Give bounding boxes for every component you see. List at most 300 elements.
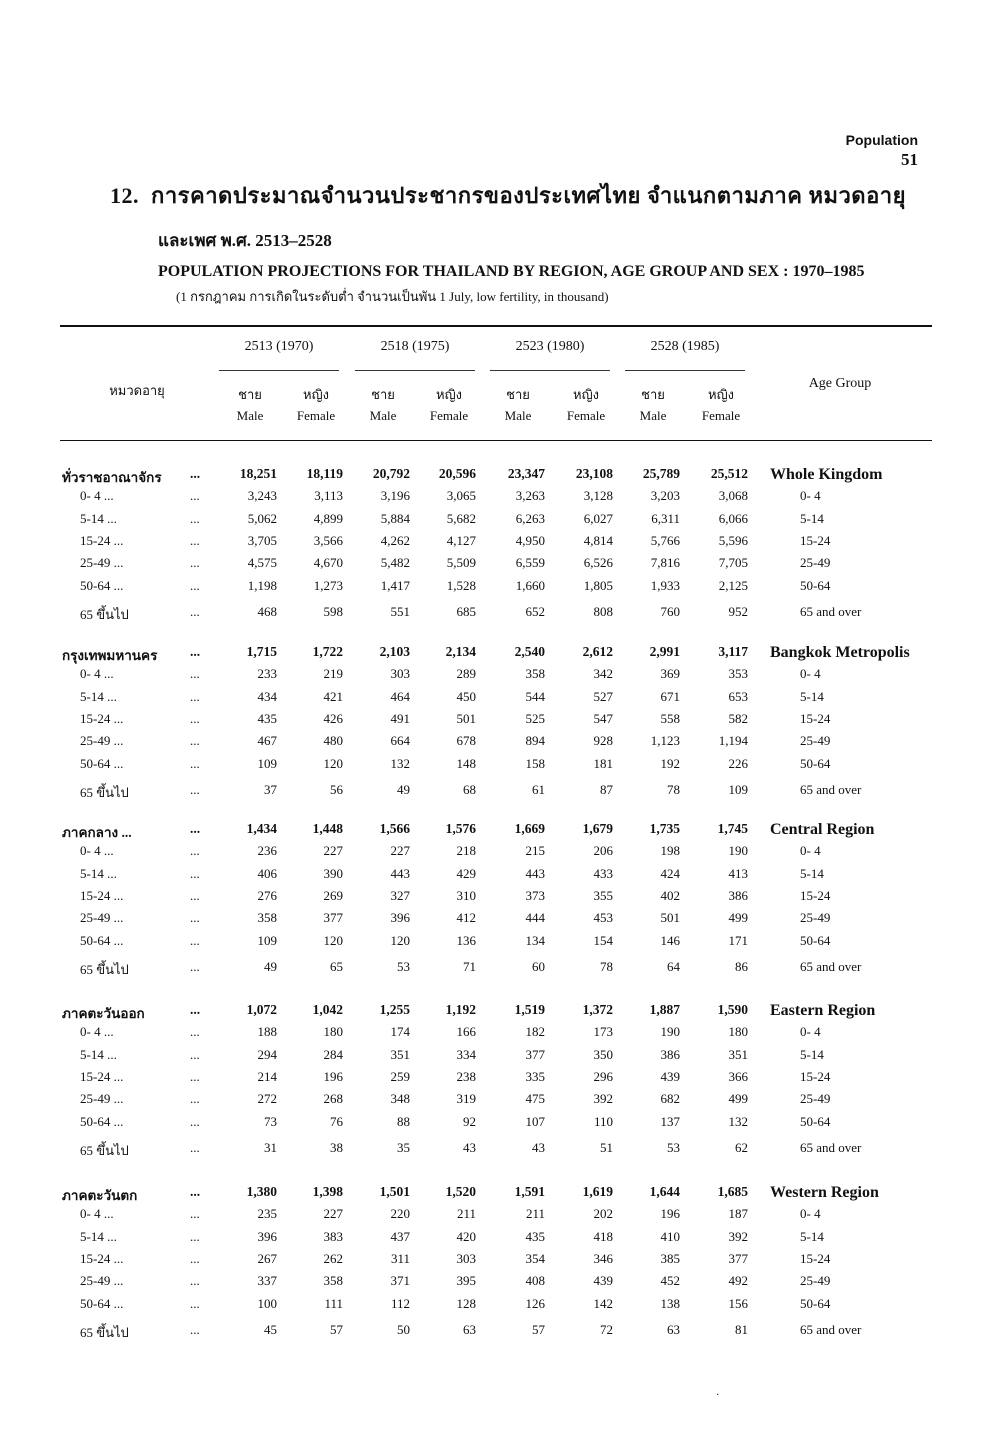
female-value: 7,705 [718,555,748,571]
female-value: 392 [593,1091,613,1107]
age-group-en: 65 and over [800,1321,862,1337]
female-value: 1,619 [582,1184,613,1199]
female-value: 180 [728,1024,748,1040]
female-value: 18,119 [306,466,343,481]
table-row [0,555,990,577]
female-value: 439 [593,1273,613,1289]
female-value: 111 [324,1295,343,1311]
female-value: 110 [593,1113,613,1129]
male-value: 303 [390,666,410,682]
male-value: 358 [257,910,277,926]
female-value: 132 [728,1113,748,1129]
age-group-en-header: Age Group [808,376,872,391]
female-value: 2,125 [718,577,748,593]
male-value: 671 [660,688,680,704]
female-value: 166 [456,1024,476,1040]
leader-dots: ... [190,532,200,548]
age-group-en: 0- 4 [800,1206,821,1222]
female-thai-header: หญิง [708,387,734,402]
age-group-thai: 25-49 ... [80,910,124,926]
female-value: 173 [593,1024,613,1040]
female-value: 598 [323,603,343,619]
female-value: 3,068 [718,488,748,504]
female-value: 1,685 [717,1184,748,1199]
female-value: 2,134 [445,644,476,659]
year-underline [625,370,745,371]
female-value: 1,520 [445,1184,476,1199]
age-group-en: 50-64 [800,755,831,771]
female-value: 25,512 [710,466,748,481]
male-value: 53 [397,958,410,974]
male-thai-header: ชาย [238,387,262,402]
section-name: Population [845,132,918,148]
female-value: 390 [323,865,343,881]
female-value: 181 [593,755,613,771]
age-group-thai: 5-14 ... [80,688,117,704]
female-value: 1,528 [446,577,476,593]
table-title [110,178,910,307]
age-group-en: 15-24 [800,532,831,548]
female-value: 3,117 [718,644,748,659]
female-value: 2,612 [582,644,613,659]
female-value: 1,194 [718,733,748,749]
male-value: 50 [397,1321,410,1337]
female-value: 450 [456,688,476,704]
male-value: 276 [257,887,277,903]
age-group-en: 50-64 [800,1295,831,1311]
female-value: 226 [728,755,748,771]
age-group-en: 25-49 [800,1273,831,1289]
leader-dots: ... [190,555,200,571]
male-value: 31 [264,1139,277,1155]
male-en-header: Male [504,408,532,423]
table-row [0,1251,990,1273]
female-value: 65 [330,958,343,974]
male-value: 443 [525,865,545,881]
table-row [0,1114,990,1136]
male-value: 64 [667,958,680,974]
female-value: 392 [728,1228,748,1244]
female-value: 154 [593,932,613,948]
year-underline [355,370,475,371]
female-value: 5,682 [446,510,476,526]
female-value: 6,526 [583,555,613,571]
male-en-header: Male [639,408,667,423]
table-row [0,1069,990,1091]
age-group-thai: 50-64 ... [80,1113,124,1129]
age-group-en: 50-64 [800,577,831,593]
female-value: 68 [463,781,476,797]
male-thai-header: ชาย [371,387,395,402]
female-value: 56 [330,781,343,797]
male-value: 348 [390,1091,410,1107]
page-mark: · [716,1390,720,1401]
female-value: 120 [323,932,343,948]
title-thai-line2: และเพศ พ.ศ. 2513–2528 [158,231,332,250]
female-value: 3,113 [314,488,343,504]
male-value: 525 [525,710,545,726]
age-group-en: 25-49 [800,1091,831,1107]
female-value: 3,128 [583,488,613,504]
female-value: 334 [456,1046,476,1062]
male-value: 335 [525,1068,545,1084]
male-value: 188 [257,1024,277,1040]
male-value: 452 [660,1273,680,1289]
male-value: 190 [660,1024,680,1040]
female-value: 499 [728,1091,748,1107]
female-value: 38 [330,1139,343,1155]
region-name-en: Eastern Region [770,1002,876,1019]
age-group-thai: 65 ขึ้นไป [80,1324,129,1340]
female-value: 72 [600,1321,613,1337]
leader-dots: ... [190,910,200,926]
table-row [0,843,990,865]
male-value: 1,072 [246,1002,277,1017]
age-group-thai: 0- 4 ... [80,843,114,859]
male-value: 464 [390,688,410,704]
female-value: 142 [593,1295,613,1311]
female-value: 6,027 [583,510,613,526]
female-value: 808 [593,603,613,619]
table-row [0,866,990,888]
female-value: 81 [735,1321,748,1337]
male-value: 652 [525,603,545,619]
male-value: 439 [660,1068,680,1084]
male-value: 211 [525,1206,545,1222]
female-value: 219 [323,666,343,682]
age-group-thai: 15-24 ... [80,1250,124,1266]
female-value: 296 [593,1068,613,1084]
region-total-row [0,1002,990,1024]
female-value: 342 [593,666,613,682]
leader-dots: ... [190,666,200,682]
table-row [0,910,990,932]
male-value: 3,705 [247,532,277,548]
male-value: 120 [390,932,410,948]
male-value: 109 [257,932,277,948]
male-value: 358 [525,666,545,682]
female-value: 196 [323,1068,343,1084]
male-value: 1,644 [649,1184,680,1199]
table-row [0,488,990,510]
female-value: 190 [728,843,748,859]
female-en-header: Female [566,408,606,423]
year-underline [490,370,610,371]
male-value: 1,519 [514,1002,545,1017]
male-value: 396 [390,910,410,926]
leader-dots: ... [190,887,200,903]
leader-dots: ... [190,733,200,749]
title-thai-line1 [110,178,910,213]
page-number: 51 [901,150,918,169]
female-value: 23,108 [575,466,613,481]
male-value: 1,380 [246,1184,277,1199]
age-group-thai: 65 ขึ้นไป [80,784,129,800]
age-group-thai-header: หมวดอายุ [109,383,165,398]
male-value: 6,559 [515,555,545,571]
table-row [0,1229,990,1251]
female-value: 63 [463,1321,476,1337]
female-value: 480 [323,733,343,749]
age-group-thai: 15-24 ... [80,532,124,548]
female-value: 148 [456,755,476,771]
male-value: 1,501 [379,1184,410,1199]
leader-dots: ... [190,1184,201,1199]
male-value: 294 [257,1046,277,1062]
leader-dots: ... [190,781,200,797]
female-value: 685 [456,603,476,619]
male-value: 49 [264,958,277,974]
female-value: 420 [456,1228,476,1244]
female-value: 928 [593,733,613,749]
female-value: 5,596 [718,532,748,548]
female-value: 51 [600,1139,613,1155]
female-value: 355 [593,887,613,903]
age-group-thai: 25-49 ... [80,1273,124,1289]
age-group-en: 15-24 [800,1068,831,1084]
male-value: 434 [257,688,277,704]
female-value: 377 [728,1250,748,1266]
male-value: 371 [390,1273,410,1289]
region-total-row [0,644,990,666]
table-row [0,782,990,804]
male-value: 385 [660,1250,680,1266]
age-group-en: 5-14 [800,688,824,704]
male-value: 1,887 [649,1002,680,1017]
female-value: 78 [600,958,613,974]
leader-dots: ... [190,1273,200,1289]
female-value: 412 [456,910,476,926]
female-value: 227 [323,1206,343,1222]
male-value: 468 [257,603,277,619]
table-row [0,756,990,778]
male-value: 1,669 [514,821,545,836]
leader-dots: ... [190,843,200,859]
female-value: 136 [456,932,476,948]
female-value: 1,398 [312,1184,343,1199]
male-value: 73 [264,1113,277,1129]
table-row [0,1206,990,1228]
male-value: 272 [257,1091,277,1107]
leader-dots: ... [190,1046,200,1062]
table-row [0,711,990,733]
age-group-en: 5-14 [800,1228,824,1244]
male-value: 233 [257,666,277,682]
female-value: 43 [463,1139,476,1155]
male-value: 61 [532,781,545,797]
female-thai-header: หญิง [573,387,599,402]
age-group-thai: 15-24 ... [80,710,124,726]
female-value: 1,805 [583,577,613,593]
female-en-header: Female [429,408,469,423]
female-value: 547 [593,710,613,726]
male-value: 396 [257,1228,277,1244]
leader-dots: ... [190,603,200,619]
female-value: 433 [593,865,613,881]
female-value: 377 [323,910,343,926]
male-value: 235 [257,1206,277,1222]
male-value: 682 [660,1091,680,1107]
female-value: 4,670 [313,555,343,571]
female-value: 262 [323,1250,343,1266]
male-value: 373 [525,887,545,903]
female-value: 358 [323,1273,343,1289]
leader-dots: ... [190,1206,200,1222]
male-value: 337 [257,1273,277,1289]
leader-dots: ... [190,1091,200,1107]
male-value: 444 [525,910,545,926]
region-name-en: Bangkok Metropolis [770,644,910,661]
male-value: 4,575 [247,555,277,571]
female-value: 429 [456,865,476,881]
male-value: 214 [257,1068,277,1084]
male-value: 5,766 [650,532,680,548]
age-group-en: 5-14 [800,1046,824,1062]
header-bottom-rule [60,440,932,441]
male-value: 63 [667,1321,680,1337]
male-value: 2,103 [379,644,410,659]
male-value: 192 [660,755,680,771]
male-value: 402 [660,887,680,903]
female-value: 109 [728,781,748,797]
age-group-thai: 50-64 ... [80,932,124,948]
leader-dots: ... [190,1002,201,1017]
leader-dots: ... [190,1024,200,1040]
female-value: 92 [463,1113,476,1129]
region-name-en: Western Region [770,1184,879,1201]
female-value: 128 [456,1295,476,1311]
leader-dots: ... [190,710,200,726]
age-group-en: 0- 4 [800,666,821,682]
male-value: 408 [525,1273,545,1289]
region-total-row [0,821,990,843]
title-note: (1 กรกฎาคม การเกิดในระดับต่ำ จำนวนเป็นพัน 1 July, low fertility, in thousand) [176,289,609,304]
age-group-thai: 5-14 ... [80,865,117,881]
region-total-row [0,466,990,488]
female-value: 218 [456,843,476,859]
male-value: 7,816 [650,555,680,571]
table-row [0,1322,990,1344]
male-value: 1,933 [650,577,680,593]
table-number: 12. [110,183,139,208]
age-group-en: 5-14 [800,510,824,526]
leader-dots: ... [190,1321,200,1337]
male-value: 894 [525,733,545,749]
female-value: 87 [600,781,613,797]
male-en-header: Male [236,408,264,423]
leader-dots: ... [190,755,200,771]
table-row [0,933,990,955]
male-value: 5,884 [380,510,410,526]
table-row [0,1091,990,1113]
table-top-rule [60,325,932,327]
age-group-thai: 25-49 ... [80,555,124,571]
leader-dots: ... [190,1250,200,1266]
table-row [0,733,990,755]
male-value: 475 [525,1091,545,1107]
leader-dots: ... [190,688,200,704]
male-value: 100 [257,1295,277,1311]
male-en-header: Male [369,408,397,423]
female-value: 350 [593,1046,613,1062]
age-group-thai: 0- 4 ... [80,1206,114,1222]
title-english: POPULATION PROJECTIONS FOR THAILAND BY REGION, AGE GROUP AND SEX : 1970–1985 [158,263,865,280]
female-thai-header: หญิง [436,387,462,402]
female-value: 383 [323,1228,343,1244]
male-value: 1,434 [246,821,277,836]
female-value: 20,596 [438,466,476,481]
female-value: 1,448 [312,821,343,836]
female-value: 1,192 [445,1002,476,1017]
leader-dots: ... [190,865,200,881]
male-value: 60 [532,958,545,974]
male-value: 410 [660,1228,680,1244]
male-value: 198 [660,843,680,859]
female-value: 3,566 [313,532,343,548]
female-value: 499 [728,910,748,926]
leader-dots: ... [190,1295,200,1311]
table-row [0,689,990,711]
region-name-en: Central Region [770,821,875,838]
age-group-en: 0- 4 [800,843,821,859]
male-value: 6,311 [651,510,680,526]
male-value: 501 [660,910,680,926]
region-name-thai: กรุงเทพมหานคร [62,648,158,663]
female-value: 187 [728,1206,748,1222]
age-group-thai: 15-24 ... [80,1068,124,1084]
male-value: 1,715 [246,644,277,659]
male-value: 437 [390,1228,410,1244]
female-value: 492 [728,1273,748,1289]
male-value: 132 [390,755,410,771]
leader-dots: ... [190,1228,200,1244]
male-value: 20,792 [372,466,410,481]
female-value: 1,372 [582,1002,613,1017]
male-value: 406 [257,865,277,881]
female-value: 180 [323,1024,343,1040]
female-value: 1,679 [582,821,613,836]
male-value: 146 [660,932,680,948]
leader-dots: ... [190,577,200,593]
age-group-thai: 65 ขึ้นไป [80,961,129,977]
leader-dots: ... [190,466,201,481]
female-value: 653 [728,688,748,704]
male-value: 25,789 [642,466,680,481]
male-value: 4,262 [380,532,410,548]
age-group-thai: 50-64 ... [80,755,124,771]
male-value: 2,540 [514,644,545,659]
male-value: 386 [660,1046,680,1062]
male-value: 443 [390,865,410,881]
female-value: 269 [323,887,343,903]
male-value: 107 [525,1113,545,1129]
male-value: 182 [525,1024,545,1040]
male-value: 1,660 [515,577,545,593]
male-value: 109 [257,755,277,771]
male-thai-header: ชาย [506,387,530,402]
leader-dots: ... [190,821,201,836]
table-row [0,604,990,626]
male-value: 424 [660,865,680,881]
female-value: 303 [456,1250,476,1266]
male-value: 311 [390,1250,410,1266]
male-value: 137 [660,1113,680,1129]
male-value: 18,251 [239,466,277,481]
female-value: 202 [593,1206,613,1222]
age-group-thai: 0- 4 ... [80,666,114,682]
male-value: 1,735 [649,821,680,836]
age-group-thai: 5-14 ... [80,510,117,526]
